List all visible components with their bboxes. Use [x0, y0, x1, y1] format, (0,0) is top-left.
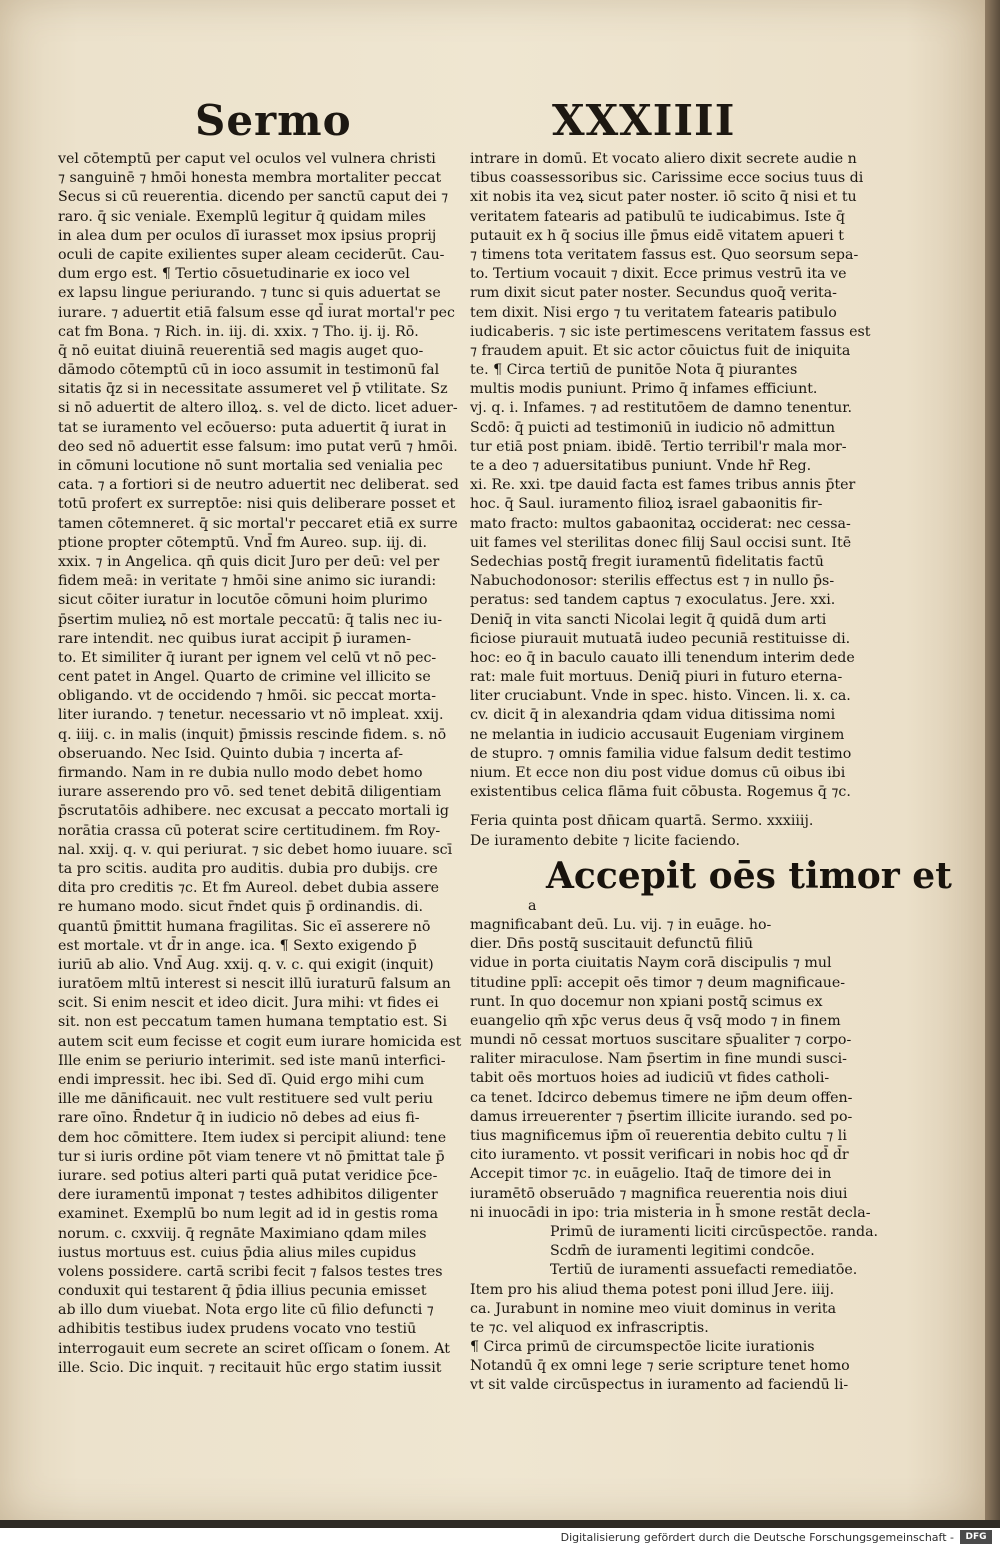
text-line: tat se iuramento vel ecōuerso: puta aduertit q̄ iurat in: [58, 419, 447, 436]
right-column-continuation: [470, 150, 871, 802]
text-line: iustus mortuus est. cuius p̄dia alius miles cupidus: [58, 1244, 417, 1261]
text-line: Scdō: q̄ puicti ad testimoniū in iudicio nō admittun: [470, 419, 836, 436]
text-line: raliter miraculose. Nam p̄sertim in fine mundi susci-: [470, 1051, 847, 1068]
text-line: xi. Re. xxi. tpe dauid facta est fames tribus annis p̄ter: [470, 477, 856, 494]
text-line: sit. non est peccatum tamen humana temptatio est. Si: [58, 1014, 448, 1031]
funding-notice: Digitalisierung gefördert durch die Deutsche Forschungsgemeinschaft -: [560, 1531, 954, 1544]
text-line: nium. Et ecce non diu post vidue domus cū oibus ibi: [470, 765, 846, 781]
text-line: existentibus celica flāma fuit cōbusta. Rogemus q̄ ⁊c.: [470, 784, 851, 801]
text-line: in alea dum per oculos dī iurasset mox ipsius proprij: [58, 227, 437, 244]
text-line: re humano modo. sicut r̄ndet quis p̄ ordinandis. di.: [58, 899, 424, 916]
text-line: Ille enim se periurio interimit. sed iste manū interfici-: [58, 1052, 446, 1069]
text-line: iurare. ⁊ aduertit etiā falsum esse qd̄ iurat mortal'r pec: [58, 304, 455, 321]
text-line: obligando. vt de occidendo ⁊ hmōi. sic peccat morta-: [58, 688, 436, 705]
text-line: est mortale. vt d̄r in ange. ica. ¶ Sexto exigendo p̄: [58, 937, 417, 954]
text-line: scit. Si enim nescit et ideo dicit. Jura mihi: vt fides ei: [58, 995, 439, 1012]
text-line: ex lapsu lingue periurando. ⁊ tunc si quis aduertat se: [58, 285, 441, 302]
text-line: iuramētō obseruādo ⁊ magnifica reuerentia nois diui: [470, 1185, 848, 1202]
text-line: conduxit qui testarent q̄ p̄dia illius pecunia emisset: [58, 1283, 427, 1300]
text-line: putauit ex h q̄ socius ille p̄mus eidē vitatem apueri t: [470, 227, 844, 244]
text-line: autem scit eum fecisse et cogit eum iurare homicida est: [58, 1033, 462, 1050]
text-line: vt sit valde circūspectus in iuramento ad faciendū li-: [470, 1377, 849, 1394]
text-line: q̄ nō euitat diuinā reuerentiā sed magis auget quo-: [58, 342, 424, 359]
text-line: iudicaberis. ⁊ sic iste pertimescens veritatem fassus est: [470, 323, 871, 340]
text-line: sitatis q̄z si in necessitate assumeret vel p̄ vtilitate. Sz: [58, 381, 448, 398]
text-line: veritatem fatearis ad patibulū te iudicabimus. Iste q̄: [470, 208, 845, 225]
text-line: iurare asserendo pro vō. sed tenet debitā diligentiam: [58, 784, 442, 801]
text-line: ca. Jurabunt in nomine meo viuit dominus in verita: [470, 1300, 837, 1317]
text-line: Tertiū de iuramenti assuefacti remediatōe.: [550, 1262, 858, 1279]
text-line: magnificabant deū. Lu. vij. ⁊ in euāge. ho-: [470, 916, 772, 933]
text-line: xit nobis ita veꝝ sicut pater noster. iō scito q̄ nisi et tu: [470, 189, 857, 206]
text-line: firmando. Nam in re dubia nullo modo debet homo: [58, 765, 423, 781]
text-line: te ⁊c. vel aliquod ex infrascriptis.: [470, 1319, 709, 1336]
text-line: ⁊ fraudem apuit. Et sic actor cōuictus fuit de iniquita: [470, 342, 851, 359]
sermon-introduction: [470, 916, 871, 1223]
text-line: dem hoc cōmittere. Item iudex si percipit aliund: tene: [58, 1129, 447, 1146]
text-line: tabit oēs mortuos hoies ad iudiciū vt fides catholi-: [470, 1070, 830, 1087]
text-line: ille me dānificauit. nec vult restituere sed vult periu: [58, 1091, 433, 1108]
text-line: dita pro creditis ⁊c. Et fm Aureol. debet dubia assere: [58, 880, 440, 897]
text-line: intrare in domū. Et vocato aliero dixit secrete audie n: [470, 151, 857, 167]
text-line: nal. xxij. q. v. qui periurat. ⁊ sic debet homo iuuare. scī: [58, 841, 453, 858]
text-line: dum ergo est. ¶ Tertio cōsuetudinarie ex ioco vel: [58, 266, 410, 283]
sermon-rubric: Feria quinta post dn̄icam quartā. Sermo. xxxiiij.: [470, 813, 814, 830]
text-line: peratus: sed tandem captus ⁊ exoculatus. Jere. xxi.: [470, 592, 836, 609]
text-line: to. Tertium vocauit ⁊ dixit. Ecce primus vestrū ita ve: [470, 266, 847, 283]
text-line: tius magnificemus ip̄m oī reuerentia debito cultu ⁊ li: [470, 1128, 847, 1144]
text-line: cata. ⁊ a fortiori si de neutro aduertit nec deliberat. sed: [58, 477, 459, 494]
text-line: dere iuramentū imponat ⁊ testes adhibitos diligenter: [58, 1187, 438, 1204]
text-line: cent patet in Angel. Quarto de crimine vel illicito se: [58, 669, 431, 686]
text-line: Sedechias postq̄ fregit iuramentū fidelitatis factū: [470, 553, 824, 570]
text-line: multis modis puniunt. Primo q̄ infames efficiunt.: [470, 381, 818, 398]
text-line: te. ¶ Circa tertiū de punitōe Nota q̄ piurantes: [470, 362, 798, 379]
text-line: iuriū ab alio. Vnd̄ Aug. xxij. q. v. c. qui exigit (inquit): [58, 956, 434, 973]
text-line: Deniq̄ in vita sancti Nicolai legit q̄ quidā dum arti: [470, 611, 827, 628]
text-line: iuratōem mltū interest si nescit illū iuraturū falsum an: [58, 976, 451, 993]
text-line: deo sed nō aduertit esse falsum: imo putat verū ⁊ hmōi.: [58, 438, 458, 455]
text-line: Accepit timor ⁊c. in euāgelio. Itaq̄ de timore dei in: [470, 1166, 832, 1183]
text-line: Nabuchodonosor: sterilis effectus est ⁊ in nullo p̄s-: [470, 573, 835, 590]
text-line: norum. c. cxxviij. q̄ regnāte Maximiano qdam miles: [58, 1225, 427, 1242]
text-line: ni inuocādi in ipo: tria misteria in h̄ smone restāt decla-: [470, 1204, 871, 1221]
left-text-column: [58, 150, 462, 1378]
text-line: quantū p̄mittit humana fragilitas. Sic eī asserere nō: [58, 918, 431, 935]
right-text-column: [470, 150, 952, 1396]
text-line: tibus coassessoribus sic. Carissime ecce socius tuus di: [470, 170, 864, 187]
text-line: rare intendit. nec quibus iurat accipit p̄ iuramen-: [58, 630, 412, 647]
text-line: ¶ Circa primū de circumspectōe licite iurationis: [470, 1339, 815, 1356]
text-line: ficiose piurauit mutuatā iudeo pecuniā restituisse di.: [470, 630, 851, 647]
text-line: interrogauit eum secrete an sciret oſſicam o ſonem. At: [58, 1340, 450, 1357]
text-line: rat: male fuit mortuus. Deniq̄ piuri in futuro eterna-: [470, 669, 843, 686]
text-line: ta pro scitis. audita pro auditis. dubia pro dubijs. cre: [58, 860, 438, 877]
text-line: liter iurando. ⁊ tenetur. necessario vt nō impleat. xxij.: [58, 707, 444, 724]
text-line: Secus si cū reuerentia. dicendo per sanctū caput dei ⁊: [58, 189, 449, 206]
text-line: ptione propter cōtemptū. Vnd̄ fm Aureo. sup. iij. di.: [58, 534, 427, 551]
text-line: mato fracto: multos gabaonitaꝝ occiderat: nec cessa-: [470, 515, 851, 532]
text-line: hoc. q̄ Saul. iuramento filioꝝ israel gabaonitis fir-: [470, 496, 823, 513]
text-line: dier. Dn̄s postq̄ suscitauit defunctū filiū: [470, 936, 753, 953]
text-line: oculi de capite exilientes super aleam ceciderūt. Cau-: [58, 246, 445, 263]
text-line: cat fm Bona. ⁊ Rich. in. iij. di. xxix. ⁊ Tho. ij. ij. Rō.: [58, 323, 419, 340]
text-line: p̄sertim mulieꝝ nō est mortale peccatū: q̄ talis nec iu-: [58, 611, 443, 628]
text-line: volens possidere. cartā scribi fecit ⁊ falsos testes tres: [58, 1263, 443, 1280]
text-line: raro. q̄ sic veniale. Exemplū legitur q̄ quidam miles: [58, 208, 426, 225]
text-line: p̄scrutatōis adhibere. nec excusat a peccato mortali ig: [58, 803, 449, 820]
text-line: tur si iuris ordine pōt viam tenere vt nō p̄mittat tale p̄: [58, 1148, 445, 1165]
text-line: uit fames vel sterilitas donec filij Saul occisi sunt. Itē: [470, 534, 852, 551]
text-line: vidue in porta ciuitatis Naym corā discipulis ⁊ mul: [470, 955, 832, 972]
text-line: vel cōtemptū per caput vel oculos vel vulnera christi: [58, 151, 436, 167]
text-line: euangelio qm̄ xp̄c verus deus q̄ vsq̄ modo ⁊ in finem: [470, 1012, 841, 1029]
text-line: obseruando. Nec Isid. Quinto dubia ⁊ incerta af-: [58, 745, 404, 762]
text-line: to. Et similiter q̄ iurant per ignem vel celū vt nō pec-: [58, 649, 437, 666]
text-line: si nō aduertit de altero illoꝝ. s. vel de dicto. licet aduer-: [58, 400, 458, 417]
text-line: sicut cōiter iuratur in locutōe cōmuni hoim plurimo: [58, 592, 428, 609]
text-line: ca tenet. Idcirco debemus timere ne ip̄m deum offen-: [470, 1089, 853, 1106]
text-line: Item pro his aliud thema potest poni illud Jere. iiij.: [470, 1281, 835, 1298]
text-line: de stupro. ⁊ omnis familia vidue falsum dedit testimo: [470, 745, 852, 762]
text-line: ille. Scio. Dic inquit. ⁊ recitauit hūc ergo statim iussit: [58, 1359, 442, 1376]
text-line: rare oīno. R̄ndetur q̄ in iudicio nō debes ad eius fi-: [58, 1110, 420, 1127]
text-line: titudine pplī: accepit oēs timor ⁊ deum magnificaue-: [470, 974, 846, 991]
text-line: hoc: eo q̄ in baculo cauato illi tenendum interim dede: [470, 649, 855, 666]
text-line: tur etiā post pniam. ibidē. Tertio terribil'r mala mor-: [470, 438, 847, 455]
text-line: ne melantia in iudicio accusauit Eugeniam virginem: [470, 726, 845, 743]
running-header-left: Sermo: [195, 96, 352, 145]
text-line: runt. In quo docemur non xpiani postq̄ scimus ex: [470, 993, 823, 1010]
text-line: iurare. sed potius alteri parti quā putat veridice p̄ce-: [58, 1167, 438, 1184]
running-header-right: XXXIIII: [552, 96, 736, 145]
text-line: vj. q. i. Infames. ⁊ ad restitutōem de damno tenentur.: [470, 400, 852, 417]
text-line: Scdm̄ de iuramenti legitimi condcōe.: [550, 1243, 815, 1260]
sermon-incipit: Accepit oēs timor et: [546, 854, 952, 897]
text-line: tem dixit. Nisi ergo ⁊ tu veritatem fatearis patibulo: [470, 304, 837, 321]
text-line: Primū de iuramenti liciti circūspectōe. randa.: [550, 1223, 879, 1240]
text-line: ab illo dum viuebat. Nota ergo lite cū filio defuncti ⁊: [58, 1302, 434, 1319]
text-line: ⁊ timens tota veritatem fassus est. Quo seorsum sepa-: [470, 246, 859, 263]
text-line: endi impressit. hec ibi. Sed dī. Quid ergo mihi cum: [58, 1072, 425, 1088]
sermon-points: [470, 1223, 879, 1281]
text-line: fidem meā: in veritate ⁊ hmōi sine animo sic iurandi:: [58, 573, 437, 590]
text-line: tamen cōtemneret. q̄ sic mortal'r peccaret etiā ex surre: [58, 515, 458, 532]
dfg-logo: DFG: [960, 1530, 992, 1544]
text-line: norātia crassa cū poterat scire certitudinem. fm Roy-: [58, 822, 441, 839]
text-line: Notandū q̄ ex omni lege ⁊ serie scripture tenet homo: [470, 1358, 850, 1375]
page-fore-edge: [985, 0, 1000, 1520]
text-line: examinet. Exemplū bo num legit ad id in gestis roma: [58, 1206, 439, 1223]
text-line: rum dixit sicut pater noster. Secundus quoq̄ verita-: [470, 285, 837, 302]
text-line: dāmodo cōtemptū cū in ioco assumit in testimonū fal: [58, 362, 440, 379]
text-line: damus irreuerenter ⁊ p̄sertim illicite iurando. sed po-: [470, 1108, 853, 1125]
text-line: liter cruciabunt. Vnde in spec. histo. Vincen. li. x. ca.: [470, 688, 851, 705]
text-line: te a deo ⁊ aduersitatibus puniunt. Vnde hr̄ Reg.: [470, 458, 812, 474]
sermon-subtitle: De iuramento debite ⁊ licite faciendo.: [470, 832, 740, 849]
text-line: mundi nō cessat mortuos suscitare sp̄ualiter ⁊ corpo-: [470, 1032, 852, 1049]
text-line: cito iuramento. vt possit verificari in nobis hoc qd̄ d̄r: [470, 1147, 849, 1164]
sermon-body-start: [470, 1281, 855, 1396]
text-line: adhibitis testibus iudex prudens vocato vno testiū: [58, 1321, 417, 1338]
text-line: q. iiij. c. in malis (inquit) p̄missis rescinde fidem. s. nō: [58, 726, 447, 743]
text-line: totū profert ex surreptōe: nisi quis deliberare posset et: [58, 496, 456, 513]
text-line: ⁊ sanguinē ⁊ hmōi honesta membra mortaliter peccat: [58, 170, 442, 187]
text-line: xxix. ⁊ in Angelica. qn̄ quis dicit Juro per deū: vel per: [58, 553, 440, 570]
printer-marker: a: [528, 897, 537, 914]
text-line: cv. dicit q̄ in alexandria qdam vidua ditissima nomi: [470, 707, 836, 724]
text-line: in cōmuni locutione nō sunt mortalia sed venialia pec: [58, 458, 443, 474]
